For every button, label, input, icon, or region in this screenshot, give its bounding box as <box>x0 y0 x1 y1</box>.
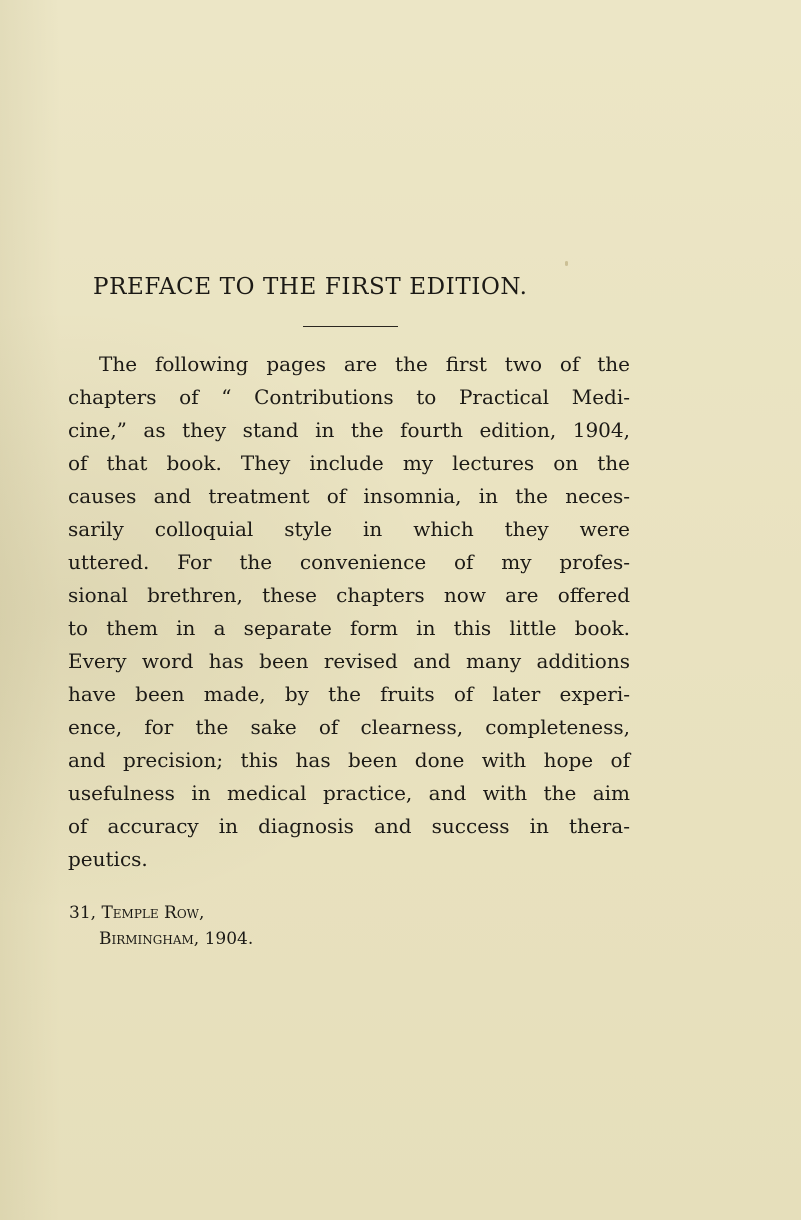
preface-line-final: peutics. <box>68 847 148 871</box>
preface-line: of that book. They include my lectures on the <box>68 451 630 475</box>
preface-line: cine,” as they stand in the fourth edition, 1904, <box>68 418 630 442</box>
paper-speck <box>565 261 568 266</box>
signature-place-date: Birmingham, 1904. <box>99 929 254 949</box>
preface-line: usefulness in medical practice, and with the aim <box>68 781 630 805</box>
page-title: PREFACE TO THE FIRST EDITION. <box>93 274 528 300</box>
preface-line: chapters of “ Contributions to Practical Medi- <box>68 385 630 409</box>
preface-line: and precision; this has been done with hope of <box>68 748 630 772</box>
preface-line: sional brethren, these chapters now are offered <box>68 583 630 607</box>
preface-line: of accuracy in diagnosis and success in thera- <box>68 814 630 838</box>
preface-line: to them in a separate form in this little book. <box>68 616 630 640</box>
preface-line: Every word has been revised and many additions <box>68 649 630 673</box>
preface-line: The following pages are the first two of the <box>99 352 630 376</box>
title-divider <box>303 326 398 327</box>
preface-line: causes and treatment of insomnia, in the neces- <box>68 484 630 508</box>
preface-line: ence, for the sake of clearness, completeness, <box>68 715 630 739</box>
preface-line: sarily colloquial style in which they were <box>68 517 630 541</box>
signature-address: 31, Temple Row, <box>69 903 205 923</box>
preface-line: have been made, by the fruits of later experi- <box>68 682 630 706</box>
preface-line: uttered. For the convenience of my profes- <box>68 550 630 574</box>
